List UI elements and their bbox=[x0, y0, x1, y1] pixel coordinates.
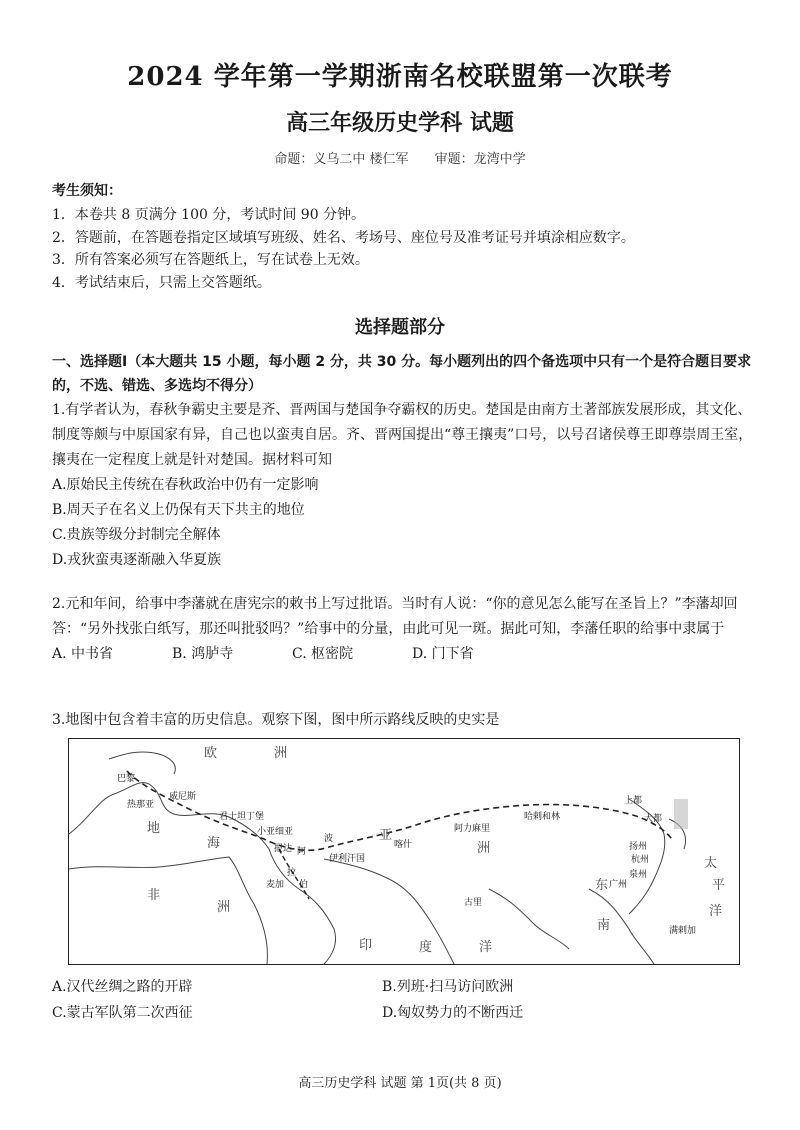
authors-line bbox=[0, 148, 800, 167]
historical-route-map bbox=[68, 738, 740, 965]
map-city: 扬州 bbox=[629, 842, 648, 852]
exam-title: 2024 学年第一学期浙南名校联盟第一次联考 bbox=[127, 62, 673, 92]
section-instruction: 一、选择题Ⅰ（本大题共 15 小题，每小题 2 分，共 30 分。每小题列出的四个备选项中只有一个是符合题目要求的，不选、错选、多选均不得分） bbox=[52, 354, 752, 394]
options-row bbox=[52, 974, 757, 1000]
map-city: 热那亚 bbox=[127, 800, 155, 810]
map-city: 拉 bbox=[287, 868, 297, 878]
question-3 bbox=[52, 708, 757, 733]
options-row bbox=[52, 642, 757, 667]
map-city: 泉州 bbox=[629, 870, 648, 880]
map-city: 小亚细亚 bbox=[257, 827, 294, 837]
map-label-pacific: 太 bbox=[704, 856, 718, 871]
map-label-ocean: 度 bbox=[419, 940, 433, 955]
option-d: D.匈奴势力的不断西迁 bbox=[382, 1005, 524, 1021]
map-city: 上都 bbox=[624, 796, 643, 806]
question-stem: 2.元和年间，给事中李藩就在唐宪宗的敕书上写过批语。当时有人说：“你的意见怎么能写在圣旨上？”李藩却回答：“另外找张白纸写，那还叫批驳吗？”给事中的分量，由此可见一斑。据此可知，李藩任职的给事中隶属于 bbox=[52, 596, 738, 637]
author-text: 命题：义乌二中 楼仁军 bbox=[274, 152, 409, 167]
option-b: B.周天子在名义上仍保有天下共主的地位 bbox=[52, 502, 305, 518]
map-city: 阿 bbox=[297, 847, 307, 857]
map-label-sea: 地 bbox=[147, 821, 161, 836]
notice-heading: 考生须知： bbox=[52, 183, 122, 199]
options-row bbox=[52, 1000, 757, 1026]
option-a: A.汉代丝绸之路的开辟 bbox=[52, 979, 193, 995]
section-title: 选择题部分 bbox=[355, 317, 445, 338]
map-label-pacific: 洋 bbox=[709, 904, 723, 919]
map-city: 报达 bbox=[274, 844, 293, 854]
map-label-sea: 海 bbox=[207, 836, 221, 851]
map-label-africa: 非 bbox=[147, 888, 161, 903]
question-1 bbox=[52, 398, 757, 573]
option-b: B. 鸿胪寺 bbox=[172, 646, 234, 662]
map-city: 大都 bbox=[644, 814, 663, 824]
map-label-ocean: 印 bbox=[359, 938, 373, 953]
question-2 bbox=[52, 592, 757, 667]
option-a: A.原始民主传统在春秋政治中仍有一定影响 bbox=[52, 477, 319, 493]
notice-item: 2．答题前，在答题卷指定区域填写班级、姓名、考场号、座位号及准考证号并填涂相应数字。 bbox=[52, 229, 635, 246]
map-city: 满剌加 bbox=[669, 926, 697, 936]
map-city: 伊利汗国 bbox=[329, 854, 366, 864]
map-label-africa: 洲 bbox=[217, 900, 231, 915]
option-c: C.贵族等级分封制完全解体 bbox=[52, 527, 221, 543]
map-svg bbox=[69, 739, 739, 964]
map-city: 广州 bbox=[609, 880, 628, 890]
question-3-options bbox=[52, 974, 757, 1026]
option-c: C.蒙古军队第二次西征 bbox=[52, 1005, 193, 1021]
notice-item: 1．本卷共 8 页满分 100 分，考试时间 90 分钟。 bbox=[52, 207, 366, 223]
map-city: 巴黎 bbox=[117, 774, 136, 784]
page-footer: 高三历史学科 试题 第 1页(共 8 页) bbox=[298, 1076, 502, 1091]
map-label-europe: 洲 bbox=[274, 746, 288, 761]
map-label-south: 南 bbox=[597, 918, 611, 933]
map-city: 阿力麻里 bbox=[454, 824, 491, 834]
exam-subtitle: 高三年级历史学科 试题 bbox=[286, 110, 514, 136]
map-label-ocean: 洋 bbox=[479, 940, 493, 955]
question-stem: 3.地图中包含着丰富的历史信息。观察下图，图中所示路线反映的史实是 bbox=[52, 712, 500, 728]
map-city: 波 bbox=[324, 834, 334, 844]
map-city: 喀什 bbox=[394, 840, 413, 850]
option-a: A. 中书省 bbox=[52, 646, 114, 662]
map-label-asia: 洲 bbox=[477, 841, 491, 856]
candidate-notice bbox=[52, 180, 752, 294]
map-city: 威尼斯 bbox=[169, 792, 197, 802]
reviewer-text: 审题：龙湾中学 bbox=[434, 152, 526, 167]
option-b: B.列班·扫马访问欧洲 bbox=[382, 979, 514, 995]
map-city: 哈剌和林 bbox=[524, 812, 561, 822]
map-label-asia: 亚 bbox=[379, 828, 393, 843]
notice-item: 4．考试结束后，只需上交答题纸。 bbox=[52, 274, 271, 291]
map-city: 伯 bbox=[299, 880, 309, 890]
map-city: 古里 bbox=[464, 898, 483, 908]
notice-item: 3．所有答案必须写在答题纸上，写在试卷上无效。 bbox=[52, 252, 369, 268]
map-city: 杭州 bbox=[631, 855, 650, 865]
map-label-pacific: 平 bbox=[712, 878, 726, 893]
option-d: D. 门下省 bbox=[412, 646, 474, 662]
map-city: 麦加 bbox=[266, 880, 285, 890]
map-city: 君士坦丁堡 bbox=[219, 812, 265, 822]
map-label-east: 东 bbox=[595, 878, 609, 893]
map-label-europe: 欧 bbox=[204, 746, 218, 761]
option-d: D.戎狄蛮夷逐渐融入华夏族 bbox=[52, 552, 222, 568]
question-stem: 1.有学者认为，春秋争霸史主要是齐、晋两国与楚国争夺霸权的历史。楚国是由南方土著部族发展形成，其文化、制度等颇与中原国家有异，自己也以蛮夷自居。齐、晋两国提出“尊王攘夷”口号，以号召诸侯尊王即尊崇周王室，攘夷在一定程度上就是针对楚国。据材料可知 bbox=[52, 402, 753, 468]
option-c: C. 枢密院 bbox=[292, 646, 354, 662]
